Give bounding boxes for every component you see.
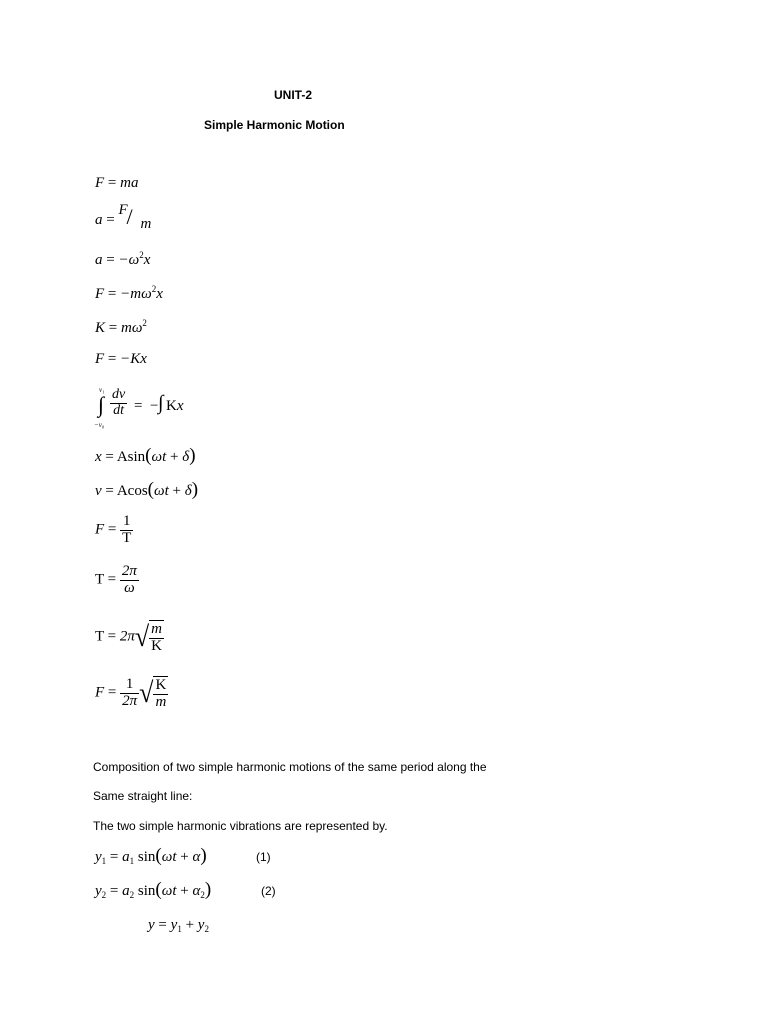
subscript: 1	[101, 856, 107, 866]
subscript: 1	[129, 856, 135, 866]
formula-frequency: F = $\frac{1}{T}$	[95, 513, 132, 546]
fraction-numerator: K	[155, 677, 167, 693]
formula-lhs: x	[95, 449, 102, 465]
formula-newton: F = ma	[95, 175, 139, 191]
subscript: 2	[129, 890, 135, 900]
formula-lhs: y	[148, 917, 155, 933]
formula-period-spring: T = 2π√ $\frac{m}{K}$	[95, 620, 163, 654]
formula-acceleration: a = F / m	[95, 202, 152, 232]
fraction-denominator: dt	[113, 402, 125, 418]
equation-sum: $y = y_1 + y_2$	[148, 917, 209, 934]
derivative-fraction	[110, 388, 127, 418]
formula-term: K	[166, 398, 177, 414]
fraction-numerator: 1	[120, 677, 139, 694]
fraction-denominator: m	[155, 693, 167, 710]
subscript: 1	[177, 924, 182, 934]
fraction	[149, 622, 164, 655]
formula-term: ωt	[151, 449, 167, 465]
formula-displacement: x = Asin(ωt + δ)	[95, 445, 196, 466]
formula-rhs: −Kx	[120, 351, 147, 367]
formula-spring-constant: $K = m\omega^2$	[95, 318, 147, 336]
square-root: √ $\frac{m}{K}$	[134, 620, 163, 654]
square-root: √ $\frac{K}{m}$	[139, 676, 167, 710]
equation-y2: $y_2 = a_2$ $\sin(\omega t + \alpha_2)$	[95, 879, 212, 900]
function-name: cos	[127, 483, 148, 499]
formula-lhs: y	[95, 883, 102, 899]
formula-lhs: F	[95, 286, 105, 302]
slash-denominator: m	[140, 216, 152, 232]
subscript: 2	[200, 890, 205, 900]
fraction-numerator: 2π	[121, 563, 137, 579]
exponent: 2	[142, 318, 147, 328]
fraction-denominator: K	[151, 637, 163, 654]
paragraph-line: Same straight line:	[93, 789, 193, 803]
fraction	[120, 514, 133, 547]
formula-lhs: a	[95, 252, 103, 268]
amplitude: a	[122, 849, 130, 865]
fraction-numerator: dv	[112, 387, 126, 402]
phase: δ	[182, 449, 190, 465]
unit-heading: UNIT-2	[274, 88, 313, 102]
equation-y1: $y_1 = a_1$ sin(ωt + α)	[95, 845, 207, 866]
formula-term: x	[143, 252, 151, 268]
integral-lower-limit: −v₀	[94, 421, 105, 429]
formula-shm-force: $F = -m\omega^2x$	[95, 284, 163, 302]
formula-lhs: v	[95, 483, 102, 499]
formula-frequency-spring: F = $\frac{1}{2\pi}$ √ $\frac{K}{m}$	[95, 676, 167, 710]
coefficient: 2π	[119, 628, 135, 645]
formula-lhs: y	[95, 849, 102, 865]
function-name: sin	[137, 883, 156, 899]
integral-upper-limit: v₁	[99, 386, 105, 394]
formula-lhs: F	[95, 684, 105, 701]
formula-term: −mω	[120, 286, 152, 302]
phase: δ	[184, 483, 192, 499]
fraction	[153, 678, 168, 711]
subscript: 2	[204, 924, 209, 934]
formula-term: mω	[120, 320, 143, 336]
paragraph-line: Composition of two simple harmonic motions of the same period along the	[93, 760, 487, 774]
formula-shm-acceleration: $a = -\omega^2x$	[95, 250, 151, 268]
formula-term: −ω	[118, 252, 140, 268]
exponent: 2	[139, 250, 144, 260]
amplitude: A	[116, 483, 128, 499]
equation-number: (1)	[256, 850, 271, 864]
formula-period: T = $\frac{2\pi}{\omega}$	[95, 563, 137, 596]
formula-term: x	[176, 398, 184, 414]
formula-integral: v₁ ∫ −v₀ $\frac{dv}{dt}$ = − ∫ Kx	[94, 386, 184, 429]
amplitude: A	[116, 449, 128, 465]
fraction-denominator: T	[122, 529, 132, 546]
formula-lhs: F	[95, 521, 105, 538]
integral-sign: ∫	[158, 392, 164, 414]
fraction-numerator: 1	[120, 514, 133, 531]
fraction	[120, 564, 139, 597]
formula-velocity: v = Acos(ωt + δ)	[95, 479, 199, 500]
fraction-denominator: 2π	[122, 692, 138, 709]
integral-sign: ∫	[98, 392, 105, 417]
formula-hooke: F = −Kx	[95, 351, 147, 367]
formula-term: ωt	[161, 883, 177, 899]
fraction-numerator: m	[151, 621, 163, 637]
amplitude: a	[122, 883, 130, 899]
formula-lhs: F	[95, 351, 105, 367]
formula-lhs: a	[95, 212, 103, 228]
function-name: sin	[137, 849, 156, 865]
equation-number: (2)	[261, 884, 276, 898]
formula-term: y	[170, 917, 178, 933]
function-name: sin	[127, 449, 146, 465]
formula-term: ωt	[153, 483, 169, 499]
slash-numerator: F	[118, 202, 128, 218]
page-title: Simple Harmonic Motion	[204, 118, 345, 132]
formula-lhs: F	[95, 175, 105, 191]
formula-lhs: T	[95, 571, 104, 588]
formula-term: x	[156, 286, 163, 302]
subscript: 2	[101, 890, 107, 900]
formula-rhs: ma	[120, 175, 139, 191]
formula-term: y	[197, 917, 205, 933]
paragraph-line: The two simple harmonic vibrations are represented by.	[93, 819, 388, 833]
phase: α	[192, 883, 201, 899]
formula-term: ωt	[161, 849, 177, 865]
fraction-denominator: ω	[124, 579, 135, 596]
formula-lhs: K	[95, 320, 106, 336]
fraction	[120, 677, 139, 710]
formula-lhs: T	[95, 628, 104, 645]
exponent: 2	[151, 284, 157, 294]
phase: α	[192, 849, 201, 865]
